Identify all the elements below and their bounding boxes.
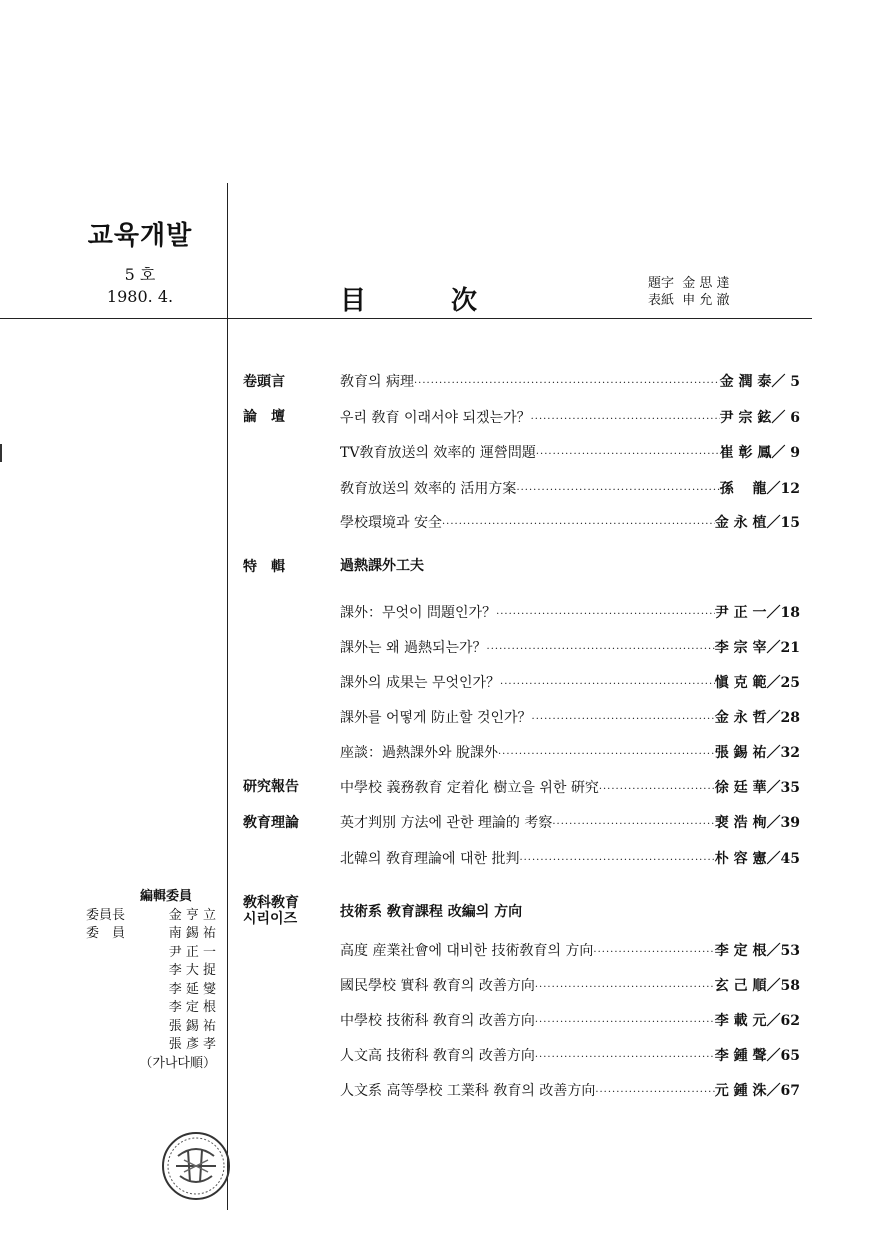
toc-entry <box>340 673 800 695</box>
entry-author: 崔 彰 鳳 <box>719 445 772 461</box>
editor-row <box>86 999 216 1018</box>
editor-row <box>86 944 216 963</box>
entry-page: ／62 <box>766 1013 800 1029</box>
entry-page: ／ 5 <box>771 374 800 390</box>
entry-page: ／67 <box>766 1083 800 1099</box>
entry-page: ／53 <box>766 943 800 959</box>
entry-author: 徐 廷 華 <box>714 780 767 796</box>
entry-title: 敎育放送의 效率的 活用方案 <box>340 481 517 497</box>
entry-title: 國民學校 實科 敎育의 改善方向 <box>340 978 535 994</box>
editor-name: 李 定 根 <box>168 1000 216 1015</box>
editors-title: 編輯委員 <box>139 889 192 904</box>
leader-dots <box>414 374 720 394</box>
toc-entry <box>340 743 800 765</box>
leader-dots <box>532 710 715 730</box>
entry-title: 課外：무엇이 問題인가？ <box>340 605 497 621</box>
leader-dots <box>599 780 715 800</box>
entry-title: 課外를 어떻게 防止할 것인가？ <box>340 710 532 726</box>
entry-author: 金 永 植 <box>714 515 767 531</box>
entry-title: 英才判別 方法에 관한 理論的 考察 <box>340 815 553 831</box>
page-edge-mark <box>0 444 2 462</box>
entry-page: ／25 <box>766 675 800 691</box>
entry-title: 座談：過熱課外와 脫課外 <box>340 745 498 761</box>
entry-title: 課外는 왜 過熱되는가？ <box>340 640 487 656</box>
editorial-board <box>86 888 216 1073</box>
entry-title: 學校環境과 安全 <box>340 515 442 531</box>
issue-number: 5 호 <box>124 265 156 284</box>
entry-author: 李 定 根 <box>714 943 767 959</box>
entry-author: 孫 龍 <box>719 481 767 497</box>
feature-title: 過熱課外工夫 <box>340 558 424 574</box>
entry-page: ／12 <box>766 481 800 497</box>
entry-title: 敎育의 病理 <box>340 374 414 390</box>
masthead <box>60 215 220 306</box>
toc-entry <box>340 603 800 625</box>
leader-dots <box>500 675 715 695</box>
editor-row <box>86 1018 216 1037</box>
section-feature: 特 輯 <box>243 559 285 575</box>
entry-author: 元 鍾 洙 <box>714 1083 767 1099</box>
toc-entry <box>340 1011 800 1033</box>
toc-entry <box>340 1081 800 1103</box>
section-forum: 論 壇 <box>243 409 285 425</box>
editor-row <box>86 907 216 926</box>
leader-dots <box>552 815 714 835</box>
leader-dots <box>535 1048 715 1068</box>
leader-dots <box>595 1083 714 1103</box>
toc-entry <box>340 513 800 535</box>
leader-dots <box>487 640 715 660</box>
section-series-line2: 시리이즈 <box>243 911 298 927</box>
entry-title: 우리 敎育 이래서야 되겠는가？ <box>340 410 531 426</box>
library-seal-icon <box>160 1130 232 1202</box>
toc-entry <box>340 849 800 871</box>
editor-row <box>86 925 216 944</box>
entry-page: ／21 <box>766 640 800 656</box>
editor-name: 李 延 燮 <box>168 981 216 997</box>
toc-entry <box>340 813 800 835</box>
magazine-title: 교육개발 <box>87 221 193 251</box>
leader-dots <box>535 1013 715 1033</box>
section-research: 研究報告 <box>243 779 299 795</box>
entry-page: ／18 <box>766 605 800 621</box>
section-series-line1: 敎科敎育 <box>243 895 299 911</box>
entry-title: 課外의 成果는 무엇인가？ <box>340 675 501 691</box>
entry-author: 李 鍾 聲 <box>714 1048 767 1064</box>
credit-name: 金 思 達 <box>682 276 730 291</box>
leader-dots <box>536 445 720 465</box>
toc-entry <box>340 479 800 501</box>
entry-page: ／58 <box>766 978 800 994</box>
entry-page: ／65 <box>766 1048 800 1064</box>
entry-page: ／45 <box>766 851 800 867</box>
entry-title: 中學校 義務敎育 定着化 樹立을 위한 硏究 <box>340 780 599 796</box>
entry-page: ／32 <box>766 745 800 761</box>
entry-title: 人文系 高等學校 工業科 敎育의 改善方向 <box>340 1083 596 1099</box>
entry-author: 尹 宗 鉉 <box>719 410 772 426</box>
editors-note: （가나다順） <box>139 1055 216 1071</box>
editor-role: 委員長 <box>86 907 126 923</box>
toc-entry <box>340 638 800 660</box>
credit-role: 表紙 <box>648 293 675 308</box>
entry-title: 人文高 技術科 敎育의 改善方向 <box>340 1048 535 1064</box>
leader-dots <box>535 978 715 998</box>
toc-entry <box>340 1046 800 1068</box>
horizontal-rule <box>0 318 812 319</box>
editor-name: 尹 正 一 <box>168 944 216 960</box>
editor-row <box>86 962 216 981</box>
entry-author: 金 永 哲 <box>714 710 767 726</box>
editor-row <box>86 1036 216 1055</box>
toc-entry <box>340 372 800 394</box>
leader-dots <box>442 515 715 535</box>
entry-page: ／15 <box>766 515 800 531</box>
toc-entry <box>340 443 800 465</box>
toc-entry <box>340 408 800 430</box>
entry-title: TV敎育放送의 效率的 運營問題 <box>340 445 536 461</box>
section-theory: 敎育理論 <box>243 815 299 831</box>
editor-name: 南 錫 祐 <box>168 926 216 941</box>
entry-author: 李 載 元 <box>714 1013 767 1029</box>
entry-author: 愼 克 範 <box>714 675 767 691</box>
toc-entry <box>340 941 800 963</box>
series-title: 技術系 敎育課程 改編의 方向 <box>340 904 523 920</box>
leader-dots <box>498 745 715 765</box>
entry-title: 高度 産業社會에 대비한 技術敎育의 方向 <box>340 943 594 959</box>
leader-dots <box>519 851 714 871</box>
editor-name: 張 錫 祐 <box>168 1018 216 1034</box>
leader-dots <box>516 481 719 501</box>
toc-entry <box>340 708 800 730</box>
entry-page: ／ 6 <box>771 410 800 426</box>
credit-role: 題字 <box>648 276 675 291</box>
toc-entry <box>340 976 800 998</box>
entry-author: 裵 浩 栒 <box>714 815 767 831</box>
section-series <box>243 895 299 927</box>
leader-dots <box>496 605 715 625</box>
entry-author: 玄 己 順 <box>714 978 767 994</box>
entry-page: ／39 <box>766 815 800 831</box>
credit-calligraphy <box>648 275 730 292</box>
entry-page: ／28 <box>766 710 800 726</box>
entry-title: 北韓의 敎育理論에 대한 批判 <box>340 851 520 867</box>
entry-author: 金 潤 泰 <box>719 374 772 390</box>
toc-heading: 目 次 <box>340 286 516 316</box>
editor-row <box>86 981 216 1000</box>
entry-page: ／ 9 <box>771 445 800 461</box>
entry-author: 李 宗 宰 <box>714 640 767 656</box>
toc-entry <box>340 778 800 800</box>
entry-author: 張 錫 祐 <box>714 745 767 761</box>
issue-date: 1980. 4. <box>106 287 174 306</box>
entry-title: 中學校 技術科 敎育의 改善方向 <box>340 1013 535 1029</box>
editor-name: 張 彥 孝 <box>168 1037 216 1052</box>
editor-role: 委 員 <box>86 926 126 941</box>
section-foreword: 卷頭言 <box>243 374 285 390</box>
vertical-rule <box>227 183 228 1210</box>
leader-dots <box>531 410 720 430</box>
entry-author: 尹 正 一 <box>714 605 767 621</box>
credit-name: 申 允 澈 <box>682 293 730 308</box>
leader-dots <box>593 943 714 963</box>
credit-cover <box>648 292 730 309</box>
editor-name: 李 大 捉 <box>168 963 216 978</box>
entry-author: 朴 容 憲 <box>714 851 767 867</box>
editor-name: 金 亨 立 <box>168 907 216 923</box>
entry-page: ／35 <box>766 780 800 796</box>
